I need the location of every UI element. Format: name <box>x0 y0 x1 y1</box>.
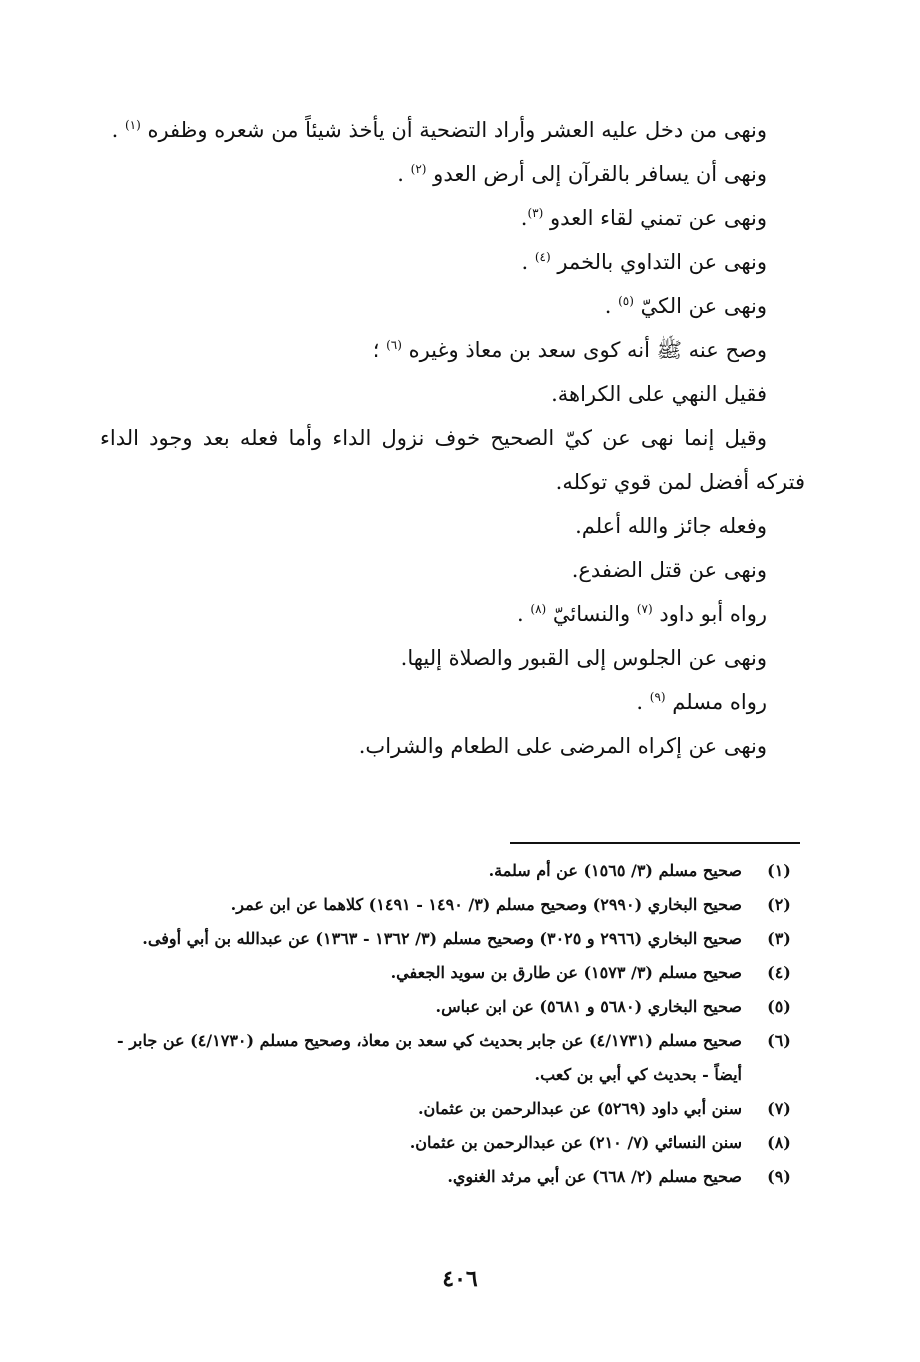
footnote-ref-7[interactable]: (٧) <box>636 602 653 616</box>
paragraph-5-end: . <box>604 294 612 318</box>
footnote-6 <box>92 1024 802 1092</box>
footnotes <box>92 854 802 1194</box>
footnote-separator <box>510 842 800 844</box>
paragraph-6-end: ؛ <box>372 338 380 362</box>
paragraph-7: فقيل النهي على الكراهة. <box>551 382 767 406</box>
paragraph-1-text: ونهى من دخل عليه العشر وأراد التضحية أن يأخذ شيئاً من شعره وظفره <box>147 118 767 142</box>
page-number: ٤٠٦ <box>442 1266 478 1292</box>
paragraph-3-text: ونهى عن تمني لقاء العدو <box>549 206 767 230</box>
footnote-number: (٤) <box>767 963 791 982</box>
paragraph-5 <box>100 284 805 328</box>
footnote-8 <box>92 1126 802 1160</box>
footnote-2 <box>92 888 802 922</box>
footnote-ref-5[interactable]: (٥) <box>618 294 634 308</box>
footnote-1 <box>92 854 802 888</box>
paragraph-13-end: . <box>636 690 644 714</box>
footnote-text: صحيح مسلم (٣/ ١٥٦٥) عن أم سلمة. <box>488 861 742 880</box>
footnote-5 <box>92 990 802 1024</box>
footnote-ref-6[interactable]: (٦) <box>386 338 402 352</box>
footnote-number: (٦) <box>767 1031 791 1050</box>
paragraph-11 <box>100 592 805 636</box>
footnote-number: (٧) <box>767 1099 791 1118</box>
footnote-text: صحيح البخاري (٢٩٩٠) وصحيح مسلم (٣/ ١٤٩٠ - ١٤٩١) كلاهما عن ابن عمر. <box>230 895 742 914</box>
paragraph-11-text-b: والنسائيّ <box>552 602 631 626</box>
footnote-text: صحيح مسلم (٢/ ٦٦٨) عن أبي مرثد الغنوي. <box>447 1167 742 1186</box>
footnote-number: (١) <box>767 861 791 880</box>
footnote-text: صحيح مسلم (٣/ ١٥٧٣) عن طارق بن سويد الجعفي. <box>390 963 742 982</box>
paragraph-3 <box>100 196 805 240</box>
paragraph-9: وفعله جائز والله أعلم. <box>575 514 767 538</box>
footnote-number: (٥) <box>767 997 791 1016</box>
paragraph-2 <box>100 152 805 196</box>
paragraph-11-text-a: رواه أبو داود <box>659 602 767 626</box>
paragraph-14: ونهى عن إكراه المرضى على الطعام والشراب. <box>358 734 767 758</box>
paragraph-8: وقيل إنما نهى عن كيّ الصحيح خوف نزول الداء وأما فعله بعد وجود الداء فتركه أفضل لمن قوي توكله. <box>100 426 805 494</box>
paragraph-13 <box>100 680 805 724</box>
footnote-ref-3[interactable]: (٣) <box>527 206 544 220</box>
footnote-text: صحيح البخاري (٥٦٨٠ و ٥٦٨١) عن ابن عباس. <box>435 997 742 1016</box>
paragraph-2-end: . <box>397 162 404 186</box>
paragraph-13-text: رواه مسلم <box>672 690 767 714</box>
footnote-number: (٢) <box>767 895 791 914</box>
paragraph-2-text: ونهى أن يسافر بالقرآن إلى أرض العدو <box>433 162 767 186</box>
paragraph-4 <box>100 240 805 284</box>
footnote-ref-8[interactable]: (٨) <box>530 602 547 616</box>
paragraph-10: ونهى عن قتل الضفدع. <box>571 558 767 582</box>
footnote-3 <box>92 922 802 956</box>
paragraph-1 <box>100 108 805 152</box>
paragraph-5-text: ونهى عن الكيّ <box>640 294 767 318</box>
paragraph-1-end: . <box>111 118 119 142</box>
footnote-ref-9[interactable]: (٩) <box>649 690 666 704</box>
paragraph-6-text: وصح عنه ﷺ أنه كوى سعد بن معاذ وغيره <box>408 338 767 362</box>
footnote-text: سنن النسائي (٧/ ٢١٠) عن عبدالرحمن بن عثمان. <box>409 1133 742 1152</box>
paragraph-6 <box>100 328 805 372</box>
footnote-text: صحيح البخاري (٢٩٦٦ و ٣٠٢٥) وصحيح مسلم (٣/ ١٣٦٢ - ١٣٦٣) عن عبدالله بن أبي أوفى. <box>142 929 742 948</box>
main-text <box>100 108 805 768</box>
footnote-ref-4[interactable]: (٤) <box>534 250 551 264</box>
paragraph-3-end: . <box>520 206 528 230</box>
footnote-number: (٩) <box>767 1167 791 1186</box>
footnote-text: صحيح مسلم (٤/١٧٣١) عن جابر بحديث كي سعد بن معاذ، وصحيح مسلم (٤/١٧٣٠) عن جابر - أيضاً - بحديث كي أبي بن كعب. <box>116 1031 742 1084</box>
paragraph-11-end: . <box>517 602 524 626</box>
footnote-number: (٨) <box>767 1133 791 1152</box>
footnote-number: (٣) <box>767 929 791 948</box>
footnote-7 <box>92 1092 802 1126</box>
footnote-text: سنن أبي داود (٥٢٦٩) عن عبدالرحمن بن عثمان. <box>417 1099 742 1118</box>
paragraph-4-end: . <box>521 250 529 274</box>
footnote-9 <box>92 1160 802 1194</box>
footnote-ref-2[interactable]: (٢) <box>410 162 427 176</box>
footnote-4 <box>92 956 802 990</box>
paragraph-12: ونهى عن الجلوس إلى القبور والصلاة إليها. <box>400 646 767 670</box>
footnote-ref-1[interactable]: (١) <box>124 118 141 132</box>
paragraph-4-text: ونهى عن التداوي بالخمر <box>557 250 767 274</box>
